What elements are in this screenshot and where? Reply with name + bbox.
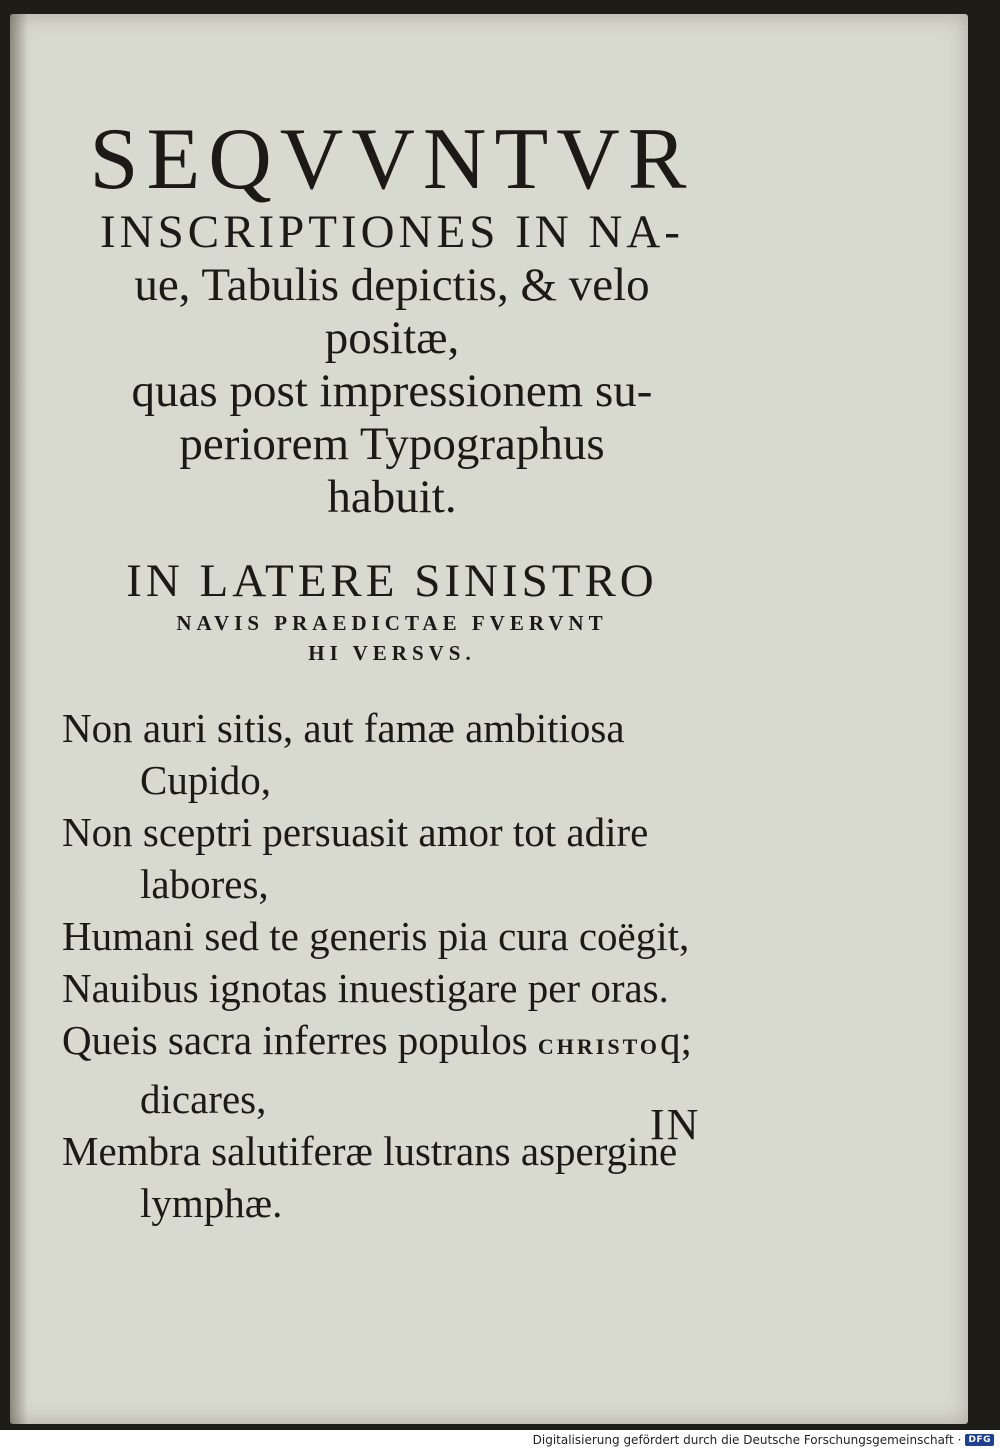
- title-line: periorem Typographus: [179, 418, 605, 470]
- verse-line: Non auri sitis, aut famæ ambitiosa: [62, 705, 625, 751]
- page-text: [62, 111, 722, 1229]
- dfg-logo-icon: DFG: [965, 1434, 994, 1446]
- verse-line: dicares,: [140, 1076, 267, 1122]
- verse-line: Humani sed te generis pia cura coëgit,: [62, 913, 690, 959]
- verse-line: Non sceptri persuasit amor tot adire: [62, 809, 649, 855]
- verse-text: q;: [659, 1017, 692, 1063]
- book-page: [10, 14, 968, 1424]
- verse-line: [62, 1014, 722, 1073]
- footer: [533, 1430, 994, 1449]
- title-line: quas post impressionem su-: [131, 365, 653, 417]
- verse-line: lymphæ.: [140, 1180, 283, 1226]
- verse-line: Cupido,: [140, 757, 271, 803]
- main-title: SEQVVNTVR: [89, 111, 695, 208]
- footer-separator: ·: [957, 1432, 962, 1447]
- spine-shadow: [10, 14, 28, 1424]
- section-heading: IN LATERE SINISTRO: [126, 555, 658, 607]
- footer-text: Digitalisierung gefördert durch die Deutsche Forschungsgemeinschaft: [532, 1432, 954, 1447]
- verse-line: Nauibus ignotas inuestigare per oras.: [62, 965, 669, 1011]
- verse-line: Membra salutiferæ lustrans aspergine: [62, 1128, 678, 1174]
- title-line: ue, Tabulis depictis, & velo positæ,: [134, 259, 650, 364]
- verse-line: labores,: [140, 861, 269, 907]
- section-subheading: HI VERSVS.: [308, 641, 476, 665]
- verse-small-caps: CHRISTO: [537, 1034, 660, 1059]
- catchword: IN: [650, 1100, 701, 1149]
- verse-block: [62, 702, 722, 1229]
- title-line: habuit.: [327, 471, 457, 523]
- title-line: INSCRIPTIONES IN NA-: [100, 206, 684, 258]
- verse-text: Queis sacra inferres populos: [62, 1017, 528, 1063]
- section-subheading: NAVIS PRAEDICTAE FVERVNT: [176, 611, 608, 635]
- title-subtitle: [62, 206, 722, 524]
